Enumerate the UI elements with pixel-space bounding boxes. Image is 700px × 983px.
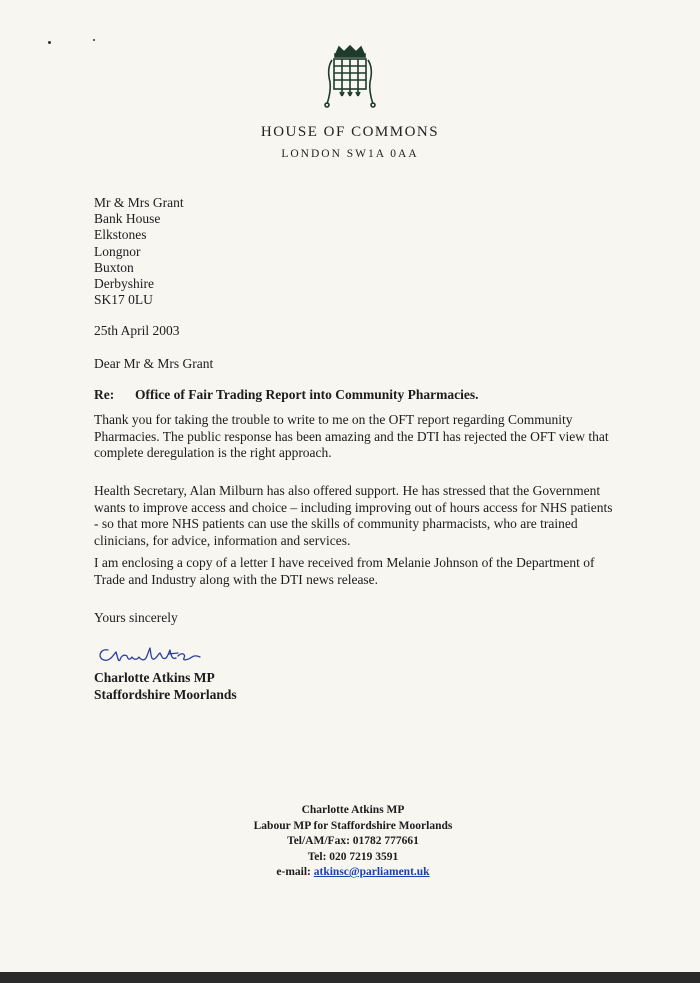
scan-speck [48,41,51,44]
signatory-block [94,670,237,703]
letter-date: 25th April 2003 [94,323,180,338]
scan-bottom-edge [0,972,700,983]
footer-tel: Tel: 020 7219 3591 [307,850,399,863]
address-line: Bank House [94,211,161,227]
body-paragraph: I am enclosing a copy of a letter I have received from Melanie Johnson of the Department of Trade and Industry along with the DTI news release. [94,555,595,587]
email-link[interactable]: atkinsc@parliament.uk [313,866,430,878]
subject-label: Re: [94,387,115,402]
body-paragraph: Health Secretary, Alan Milburn has also offered support. He has stressed that the Government wants to improve access and choice – including improving out of hours access for NHS patients - so that more NHS patients can use the skills of community pharmacists, who are trained clinicians, for advice, information and services. [94,483,613,548]
footer-name: Charlotte Atkins MP [301,804,405,816]
footer-role: Labour MP for Staffordshire Moorlands [253,819,453,832]
signatory-name: Charlotte Atkins MP [94,670,215,685]
letterhead-address: LONDON SW1A 0AA [281,148,419,160]
address-line: Longnor [94,243,141,259]
address-line: Buxton [94,259,134,275]
scan-speck [93,39,95,41]
footer-email-label: e-mail: [276,866,314,878]
address-line: Mr & Mrs Grant [94,195,184,210]
address-line: SK17 0LU [94,292,153,308]
footer-contact [0,803,700,881]
footer-email-line [3,865,700,881]
subject-text: Office of Fair Trading Report into Community Pharmacies. [135,387,479,402]
closing: Yours sincerely [94,610,178,625]
recipient-address [94,195,184,308]
body-paragraph: Thank you for taking the trouble to write to me on the OFT report regarding Community Pharmacies. The public response has been amazing and the DTI has rejected the OFT view that complete deregulation is the right approach. [94,412,609,461]
portcullis-crest-icon [322,44,378,108]
handwritten-signature [94,640,214,670]
address-line: Elkstones [94,227,147,243]
footer-tel-fax: Tel/AM/Fax: 01782 777661 [287,835,419,847]
signatory-constituency: Staffordshire Moorlands [94,686,237,702]
salutation: Dear Mr & Mrs Grant [94,356,214,371]
address-line: Derbyshire [94,276,154,292]
subject-line [94,387,478,403]
letterhead-title: HOUSE OF COMMONS [260,124,440,140]
